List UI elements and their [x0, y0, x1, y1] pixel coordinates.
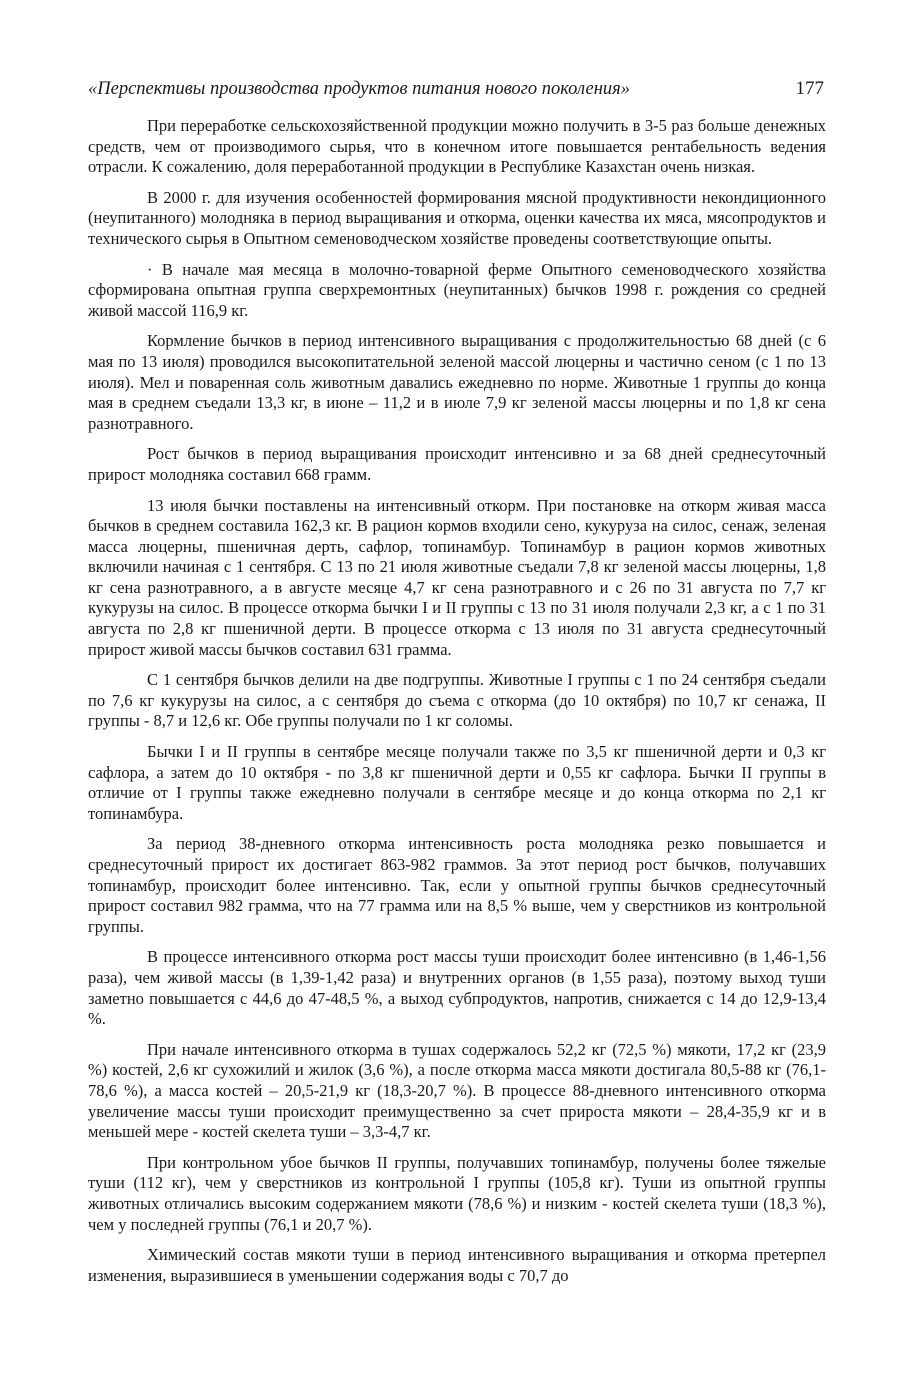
page-number: 177 — [795, 78, 824, 99]
paragraph: Бычки I и II группы в сентябре месяце получали также по 3,5 кг пшеничной дерти и 0,3 кг сафлора, а затем до 10 октября - по 3,8 кг пшеничной дерти и 0,55 кг сафлора. Бычки II группы в отличие от I группы также ежедневно получали в сентябре месяце и до конца откорма по 2,1 кг топинамбура. — [88, 742, 826, 823]
paragraph: 13 июля бычки поставлены на интенсивный откорм. При постановке на откорм живая масса бычков в среднем составила 162,3 кг. В рацион кормов входили сено, кукуруза на силос, сенаж, зеленая масса люцерны, пшеничная дерть, сафлор, топинамбур. Топинамбур в рацион кормов животных включили начиная с 1 сентября. С 13 по 21 июля животные съедали 7,8 кг зеленой массы люцерны, 1,8 кг сена разнотравного, а в августе месяце 4,7 кг сена разнотравного и с 26 по 31 августа по 7,7 кг кукурузы на силос. В процессе откорма бычки I и II группы с 13 по 31 июля получали 2,3 кг, а с 1 по 31 августа по 2,8 кг пшеничной дерти. В процессе откорма с 13 июля по 31 августа среднесуточный прирост живой массы бычков составил 631 грамма. — [88, 495, 826, 659]
paragraph: С 1 сентября бычков делили на две подгруппы. Животные I группы с 1 по 24 сентября съедали по 7,6 кг кукурузы на силос, а с сентября до съема с откорма (до 10 октября) по 10,7 кг сенажа, II группы - 8,7 и 12,6 кг. Обе группы получали по 1 кг соломы. — [88, 670, 826, 731]
paragraph: В процессе интенсивного откорма рост массы туши происходит более интенсивно (в 1,46-1,56 раза), чем живой массы (в 1,39-1,42 раза) и внутренних органов (в 1,55 раза), поэтому выход туши заметно повышается с 44,6 до 47-48,5 %, а выход субпродуктов, напротив, снижается с 14 до 12,9-13,4 %. — [88, 947, 826, 1029]
paragraph: За период 38-дневного откорма интенсивность роста молодняка резко повышается и среднесуточный прирост их достигает 863-982 граммов. За этот период рост бычков, получавших топинамбур, происходит более интенсивно. Так, если у опытной группы бычков среднесуточный прирост составил 982 грамма, что на 77 грамма или на 8,5 % выше, чем у сверстников из контрольной группы. — [88, 834, 826, 936]
paragraph: При начале интенсивного откорма в тушах содержалось 52,2 кг (72,5 %) мякоти, 17,2 кг (23,9 %) костей, 2,6 кг сухожилий и жилок (3,6 %), а после откорма масса мякоти достигала 80,5-88 кг (76,1-78,6 %), а масса костей – 20,5-21,9 кг (18,3-20,7 %). В процессе 88-дневного интенсивного откорма увеличение массы туши происходит преимущественно за счет прироста мякоти – 28,4-35,9 кг и в меньшей мере - костей скелета туши – 3,3-4,7 кг. — [88, 1039, 826, 1142]
running-title: «Перспективы производства продуктов питания нового поколения» — [88, 79, 630, 99]
page — [88, 78, 826, 1296]
running-header — [88, 78, 826, 100]
paragraph: Рост бычков в период выращивания происходит интенсивно и за 68 дней среднесуточный прирост молодняка составил 668 грамм. — [88, 444, 826, 484]
paragraph: При контрольном убое бычков II группы, получавших топинамбур, получены более тяжелые туши (112 кг), чем у сверстников из контрольной I группы (105,8 кг). Туши из опытной группы животных отличались высоким содержанием мякоти (78,6 %) и низким - костей скелета туши (18,3 %), чем у последней группы (76,1 и 20,7 %). — [88, 1152, 826, 1234]
paragraph: Кормление бычков в период интенсивного выращивания с продолжительностью 68 дней (с 6 мая по 13 июля) проводился высокопитательной зеленой массой люцерны и частично сеном (с 1 по 13 июля). Мел и поваренная соль животным давались ежедневно по норме. Животные 1 группы до конца мая в среднем съедали 13,3 кг, в июне – 11,2 и в июле 7,9 кг зеленой массы люцерны и по 1,8 кг сена разнотравного. — [88, 331, 826, 433]
paragraph: Химический состав мякоти туши в период интенсивного выращивания и откорма претерпел изменения, выразившиеся в уменьшении содержания воды с 70,7 до — [88, 1245, 826, 1285]
paragraph: При переработке сельскохозяйственной продукции можно получить в 3-5 раз больше денежных средств, чем от производимого сырья, что в конечном итоге повышается рентабельность ведения отрасли. К сожалению, доля переработанной продукции в Республике Казахстан очень низкая. — [88, 116, 826, 177]
paragraph: В 2000 г. для изучения особенностей формирования мясной продуктивности некондиционного (неупитанного) молодняка в период выращивания и откорма, оценки качества их мяса, мясопродуктов и технического сырья в Опытном семеноводческом хозяйстве проведены соответствующие опыты. — [88, 187, 826, 248]
paragraph: · В начале мая месяца в молочно-товарной ферме Опытного семеноводческого хозяйства сформирована опытная группа сверхремонтных (неупитанных) бычков 1998 г. рождения со средней живой массой 116,9 кг. — [88, 259, 826, 320]
body-text — [88, 116, 826, 1286]
